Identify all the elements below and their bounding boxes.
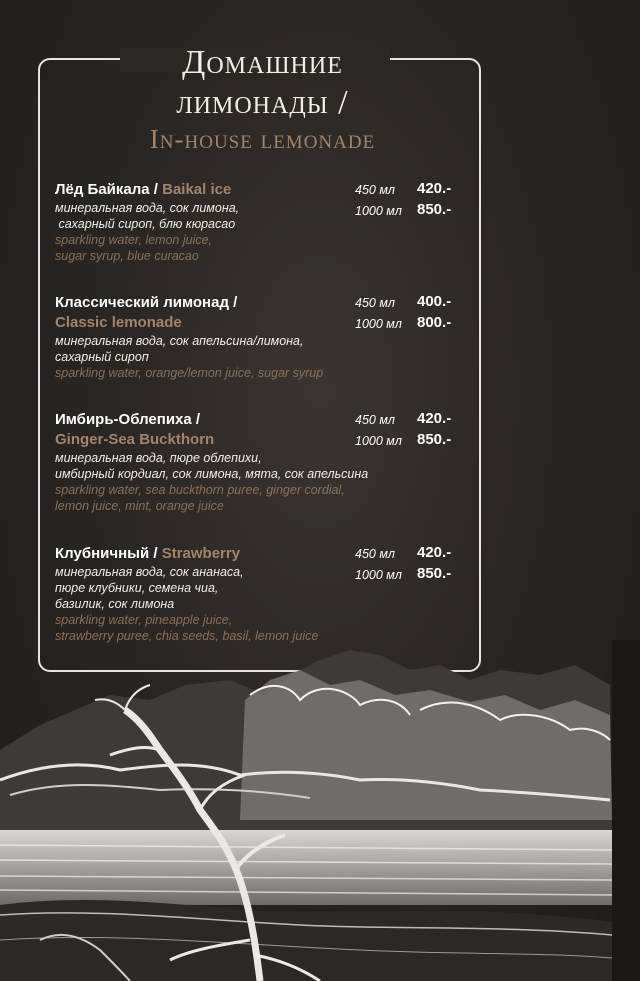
item-desc-ru-1: минеральная вода, пюре облепихи,	[55, 451, 262, 465]
item-name-en: Baikal ice	[162, 181, 232, 198]
item-desc-ru-2: сахарный сироп, блю кюрасао	[55, 217, 236, 231]
item-price-large: 800.-	[417, 314, 452, 331]
menu-item-strawberry	[55, 544, 465, 644]
item-desc-en-1: sparkling water, sea buckthorn puree, ginger cordial,	[55, 483, 345, 497]
item-desc-ru-1: минеральная вода, сок лимона,	[55, 201, 240, 215]
menu-item-ginger-sea-buckthorn	[55, 410, 465, 514]
item-volume-small: 450 мл	[355, 413, 395, 427]
item-name-ru: Имбирь-Облепиха /	[55, 411, 201, 428]
item-desc-en-1: sparkling water, pineapple juice,	[55, 613, 233, 627]
page-title-line1: Домашние	[182, 44, 343, 81]
item-price-small: 420.-	[417, 410, 452, 427]
item-price-small: 400.-	[417, 293, 452, 310]
item-price-small: 420.-	[417, 180, 452, 197]
item-price-large: 850.-	[417, 201, 452, 218]
item-price-large: 850.-	[417, 565, 452, 582]
item-desc-ru-1: минеральная вода, сок апельсина/лимона,	[55, 334, 304, 348]
item-desc-en-2: sugar syrup, blue curacao	[55, 249, 199, 263]
item-desc-en-1: sparkling water, lemon juice,	[55, 233, 213, 247]
menu-item-classic-lemonade	[55, 293, 465, 381]
item-name-en: Classic lemonade	[55, 314, 182, 331]
item-desc-en-2: strawberry puree, chia seeds, basil, lemon juice	[55, 629, 319, 643]
item-desc-en-1: sparkling water, orange/lemon juice, sugar syrup	[55, 366, 324, 380]
item-volume-small: 450 мл	[355, 296, 395, 310]
item-desc-ru-3: базилик, сок лимона	[55, 597, 175, 611]
item-volume-large: 1000 мл	[355, 568, 402, 582]
item-volume-large: 1000 мл	[355, 204, 402, 218]
item-desc-ru-2: пюре клубники, семена чиа,	[55, 581, 219, 595]
item-volume-large: 1000 мл	[355, 434, 402, 448]
item-volume-large: 1000 мл	[355, 317, 402, 331]
item-name-ru: Лёд Байкала /	[55, 181, 163, 198]
item-desc-ru-2: сахарный сироп	[55, 350, 149, 364]
page-title-en: In-house lemonade	[149, 124, 376, 154]
item-desc-en-2: lemon juice, mint, orange juice	[55, 499, 224, 513]
item-name	[55, 544, 465, 564]
item-desc-ru-1: минеральная вода, сок ананаса,	[55, 565, 244, 579]
page-title-line2: лимонады /	[176, 84, 349, 121]
item-name-en: Ginger-Sea Buckthorn	[55, 431, 215, 448]
item-volume-small: 450 мл	[355, 183, 395, 197]
item-name-ru: Классический лимонад /	[55, 294, 238, 311]
item-name-en: Strawberry	[161, 545, 241, 562]
item-volume-small: 450 мл	[355, 547, 395, 561]
item-price-large: 850.-	[417, 431, 452, 448]
item-name-ru: Клубничный /	[55, 545, 162, 562]
item-desc-ru-2: имбирный кордиал, сок лимона, мята, сок апельсина	[55, 467, 369, 481]
item-name	[55, 180, 465, 200]
landscape-illustration	[0, 640, 640, 981]
menu-item-baikal-ice	[55, 180, 465, 264]
item-price-small: 420.-	[417, 544, 452, 561]
